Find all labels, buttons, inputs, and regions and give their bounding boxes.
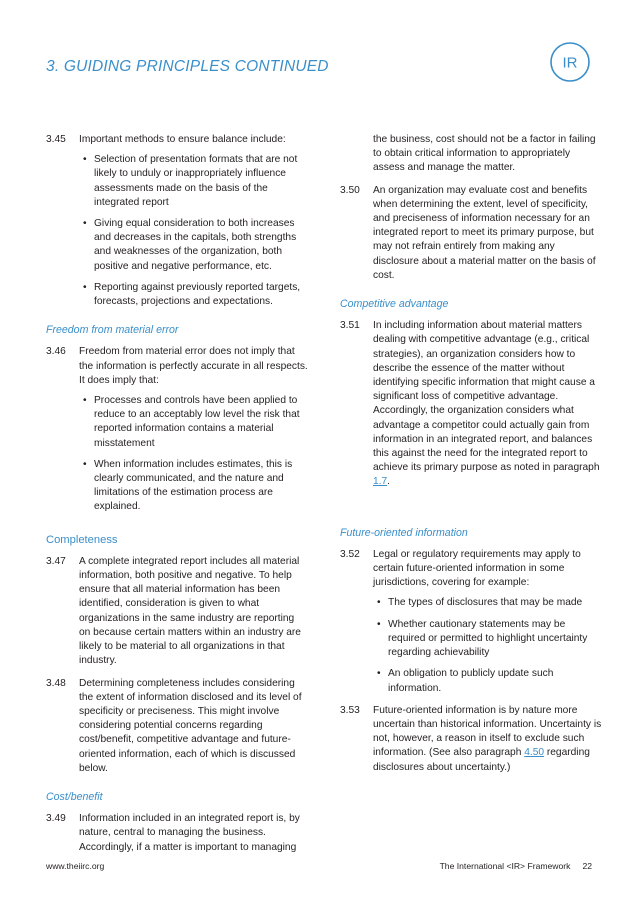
- list-item: • Whether cautionary statements may be required or permitted to highlight uncertainty regarding achievability: [377, 618, 588, 659]
- section-heading-competitive-advantage: Competitive advantage: [340, 298, 449, 311]
- section-heading-material-error: Freedom from material error: [46, 324, 179, 337]
- footer-doc-name: The International <IR> Framework: [439, 861, 571, 871]
- paragraph-3-49: 3.49 Information included in an integrated report is, by nature, central to managing the business. Accordingly, if a matter is important to managing: [46, 813, 300, 853]
- footer-document-title: [440, 861, 592, 871]
- footer-url[interactable]: www.theiirc.org: [46, 861, 105, 871]
- section-heading-future-oriented: Future-oriented information: [340, 526, 468, 539]
- paragraph-3-45: 3.45 Important methods to ensure balance include:: [46, 134, 286, 145]
- paragraph-3-50: 3.50 An organization may evaluate cost and benefits when determining the extent, level of specificity, and preciseness of information necessary for an integrated report to meet its primary purpose, but may not refrain entirely from making any disclosure about a material matter on the basis of cost.: [340, 184, 596, 281]
- list-item: • When information includes estimates, this is clearly communicated, and the nature and limitations of the estimation process are explained.: [83, 458, 293, 513]
- left-column: [46, 133, 308, 863]
- list-item: • Reporting against previously reported targets, forecasts, projections and expectations.: [83, 281, 301, 308]
- bullet-list-3-52: [373, 596, 602, 695]
- logo-text: IR: [562, 54, 578, 72]
- list-item: • The types of disclosures that may be made: [377, 597, 583, 609]
- list-item: • Selection of presentation formats that are not likely to unduly or inappropriately influence assessments made on the basis of the integrated report: [83, 154, 298, 208]
- paragraph-link-4-50[interactable]: 4.50: [524, 747, 545, 759]
- bullet-list-3-46: [79, 394, 308, 515]
- paragraph-3-53: 3.53 Future-oriented information is by nature more uncertain than historical information. Uncertainty is not, however, a reason in itself to exclude such information. (See also paragraph 4.50 regarding disclosures about uncertainty.): [340, 704, 602, 773]
- section-heading-completeness: Completeness: [46, 533, 118, 546]
- list-item: • Processes and controls have been applied to reduce to an acceptably low level the risk that reported information contains a material misstatement: [83, 395, 300, 449]
- paragraph-3-46: 3.46 Freedom from material error does not imply that the information is perfectly accurate in all respects. It does imply that:: [46, 346, 308, 386]
- paragraph-link-1-7[interactable]: 1.7: [373, 476, 388, 488]
- paragraph-3-47: 3.47 A complete integrated report includes all material information, both positive and negative. To help ensure that all material information has been identified, consideration is given to what organizations in the same industry are reporting on because certain matters within an industry are likely to be material to all organizations in that industry.: [46, 555, 301, 667]
- paragraph-3-48: 3.48 Determining completeness includes considering the extent of information disclosed and its level of specificity or preciseness. This might involve considering potential concerns regarding cost/benefit, competitive advantage and future-oriented information, each of which is discussed below.: [46, 677, 302, 774]
- paragraph-3-49-continued: the business, cost should not be a factor in failing to obtain critical information to appropriately assess and manage the matter.: [373, 134, 596, 174]
- list-item: • An obligation to publicly update such information.: [377, 668, 554, 694]
- section-heading-cost-benefit: Cost/benefit: [46, 790, 103, 803]
- paragraph-3-51: 3.51 In including information about material matters dealing with competitive advantage (e.g., critical strategies), an organization considers how to describe the essence of the matter without identifying specific information that might cause a significant loss of competitive advantage. Accordingly, the organization considers what advantage a competitor could actually gain from information in an integrated report, and balances this against the need for the integrated report to achieve its primary purpose as noted in paragraph 1.7.: [340, 320, 600, 488]
- list-item: • Giving equal consideration to both increases and decreases in the capitals, both strengths and weaknesses of the organization, both positive and negative performance, etc.: [83, 218, 297, 272]
- page-title: 3. GUIDING PRINCIPLES CONTINUED: [46, 58, 329, 75]
- paragraph-3-52: 3.52 Legal or regulatory requirements may apply to certain future-oriented information in some jurisdictions, covering for example:: [340, 548, 581, 589]
- iirc-logo: [548, 40, 592, 84]
- right-column: [340, 133, 602, 783]
- bullet-list-3-45: [79, 153, 308, 309]
- page-number: 22: [582, 861, 592, 871]
